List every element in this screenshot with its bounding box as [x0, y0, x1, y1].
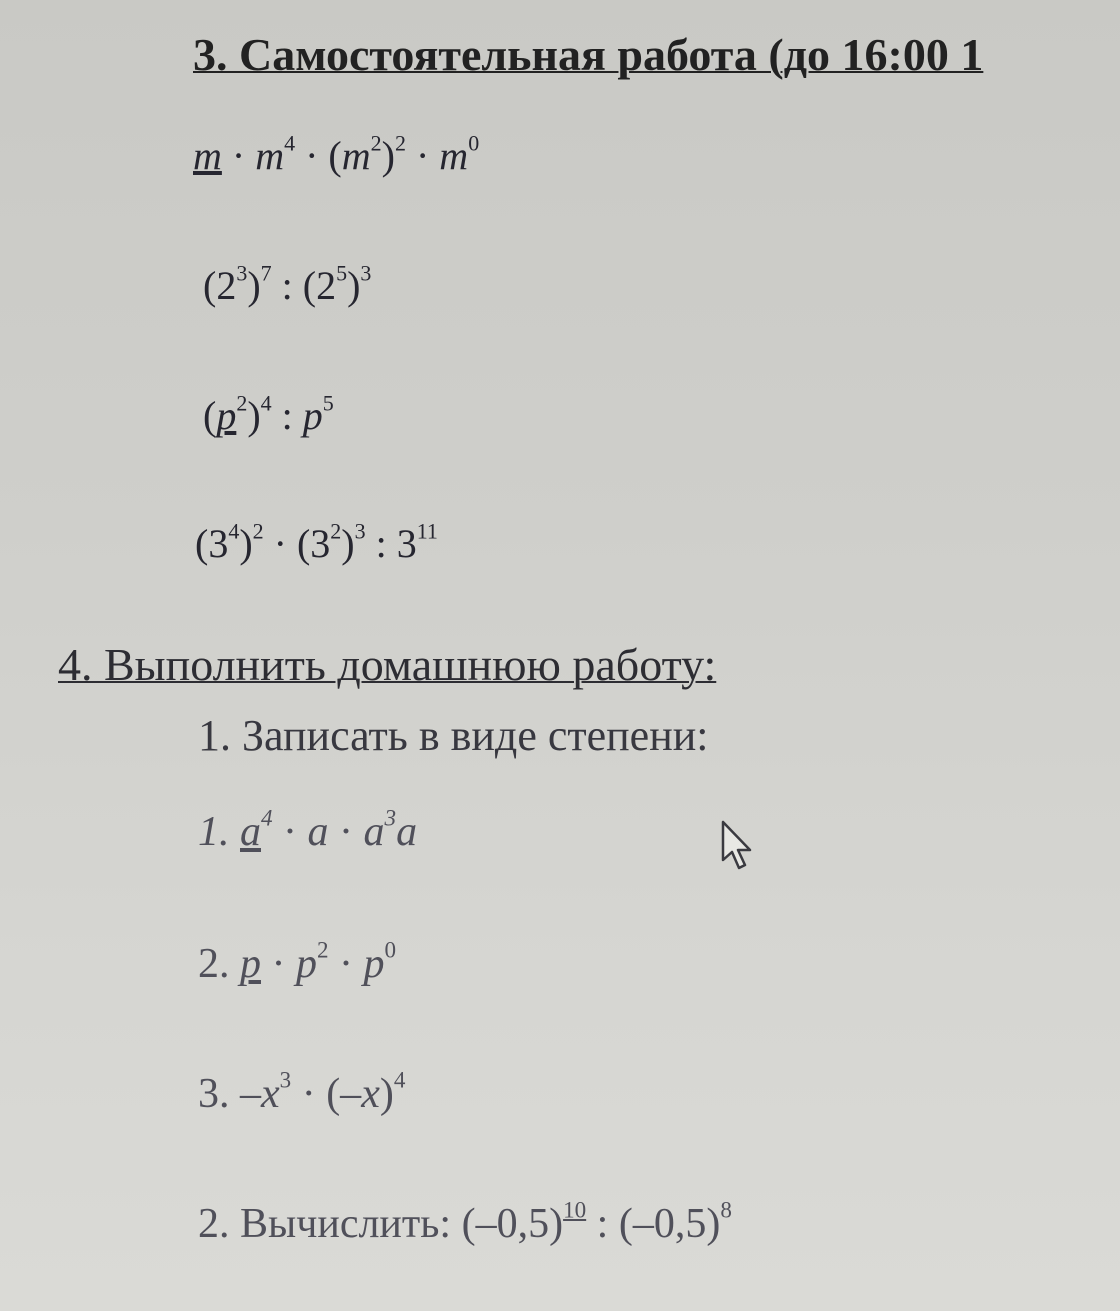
task-2-text-1: (–0,5) — [461, 1201, 564, 1247]
expr-1-exp-4: 2 — [394, 130, 406, 156]
section-4-title: 4. Выполнить домашнюю работу: — [58, 639, 717, 690]
item-1-number: 1. — [198, 809, 240, 855]
item-3-exp-2: 4 — [393, 1066, 406, 1093]
expr-1-text-3: ) — [381, 133, 395, 178]
item-1-op-2: · — [328, 809, 364, 855]
expr-3-text-2: ) — [247, 393, 261, 438]
item-2-op-1: · — [261, 941, 296, 987]
item-1-base-3: a — [363, 809, 385, 855]
expr-1-text-2: · ( — [295, 133, 342, 178]
expr-1-op: · — [221, 133, 256, 178]
expression-2 — [203, 262, 371, 309]
expr-4-text-4: ) — [341, 521, 355, 566]
homework-item-3 — [198, 1066, 406, 1118]
expr-4-exp-4: 3 — [354, 518, 366, 544]
item-3-base-1: x — [261, 1071, 280, 1117]
expr-4-exp-2: 2 — [252, 518, 264, 544]
expr-4-text-5: : 3 — [365, 521, 417, 566]
item-3-op-1: · (– — [291, 1071, 362, 1117]
expr-1-base-1: m — [193, 133, 222, 178]
expr-2-text-4: ) — [347, 263, 361, 308]
expression-3 — [203, 392, 334, 439]
mouse-pointer-icon — [720, 820, 760, 872]
expr-4-exp-5: 11 — [416, 518, 438, 544]
item-2-number: 2. — [198, 941, 240, 987]
expr-3-exp-2: 4 — [260, 390, 272, 416]
item-2-exp-2: 2 — [317, 936, 329, 963]
item-1-op-1: · — [272, 809, 308, 855]
expr-3-text-1: ( — [203, 393, 217, 438]
item-3-text-2: ) — [379, 1071, 394, 1117]
item-1-exp-1: 4 — [261, 804, 273, 831]
expr-2-exp-3: 5 — [336, 260, 348, 286]
expr-3-base-2: p — [302, 393, 323, 438]
expr-4-exp-3: 2 — [330, 518, 342, 544]
item-2-exp-3: 0 — [384, 936, 397, 963]
expr-1-exp-2: 4 — [284, 130, 296, 156]
expr-2-text-2: ) — [247, 263, 261, 308]
expr-1-base-5: m — [439, 133, 469, 178]
expr-1-base-3: m — [341, 133, 371, 178]
expr-1-exp-3: 2 — [370, 130, 382, 156]
expr-3-base-1: p — [216, 393, 237, 438]
expression-1 — [193, 132, 479, 179]
expr-4-text-2: ) — [239, 521, 253, 566]
homework-item-2 — [198, 936, 397, 988]
expr-2-exp-4: 3 — [360, 260, 372, 286]
expression-4 — [195, 520, 438, 567]
expr-4-exp-1: 4 — [228, 518, 240, 544]
item-1-base-2: a — [307, 809, 329, 855]
section-3-title: 3. Самостоятельная работа (до 16:00 1 — [193, 29, 984, 80]
item-2-base-3: p — [363, 941, 385, 987]
task-2-label: 2. Вычислить: — [198, 1201, 462, 1247]
task-2-text-2: : (–0,5) — [586, 1201, 721, 1247]
expr-1-base-2: m — [255, 133, 285, 178]
expr-2-text-1: (2 — [203, 263, 237, 308]
expr-2-exp-1: 3 — [236, 260, 248, 286]
expr-4-text-1: (3 — [195, 521, 229, 566]
task-1-title: 1. Записать в виде степени: — [198, 711, 709, 760]
task-2-compute — [198, 1196, 732, 1248]
expr-2-exp-2: 7 — [260, 260, 272, 286]
expr-3-exp-1: 2 — [236, 390, 248, 416]
task-2-exp-2: 8 — [720, 1196, 732, 1223]
expr-2-text-3: : (2 — [271, 263, 337, 308]
item-1-exp-3: 3 — [384, 804, 397, 831]
expr-1-exp-5: 0 — [468, 130, 480, 156]
item-2-base-1: p — [240, 941, 261, 987]
item-3-exp-1: 3 — [279, 1066, 292, 1093]
item-3-number: 3. — [198, 1071, 240, 1117]
expr-4-text-3: · (3 — [263, 521, 331, 566]
item-1-base-1: a — [240, 809, 261, 855]
expr-1-text-4: · — [405, 133, 440, 178]
item-1-base-4: a — [396, 809, 418, 855]
expr-3-text-3: : — [271, 393, 303, 438]
task-2-exp-1: 10 — [563, 1196, 587, 1223]
item-2-base-2: p — [296, 941, 317, 987]
homework-item-1 — [198, 804, 418, 856]
item-2-op-2: · — [328, 941, 364, 987]
expr-3-exp-3: 5 — [322, 390, 334, 416]
item-3-base-2: x — [361, 1071, 380, 1117]
item-3-minus: – — [240, 1071, 261, 1117]
